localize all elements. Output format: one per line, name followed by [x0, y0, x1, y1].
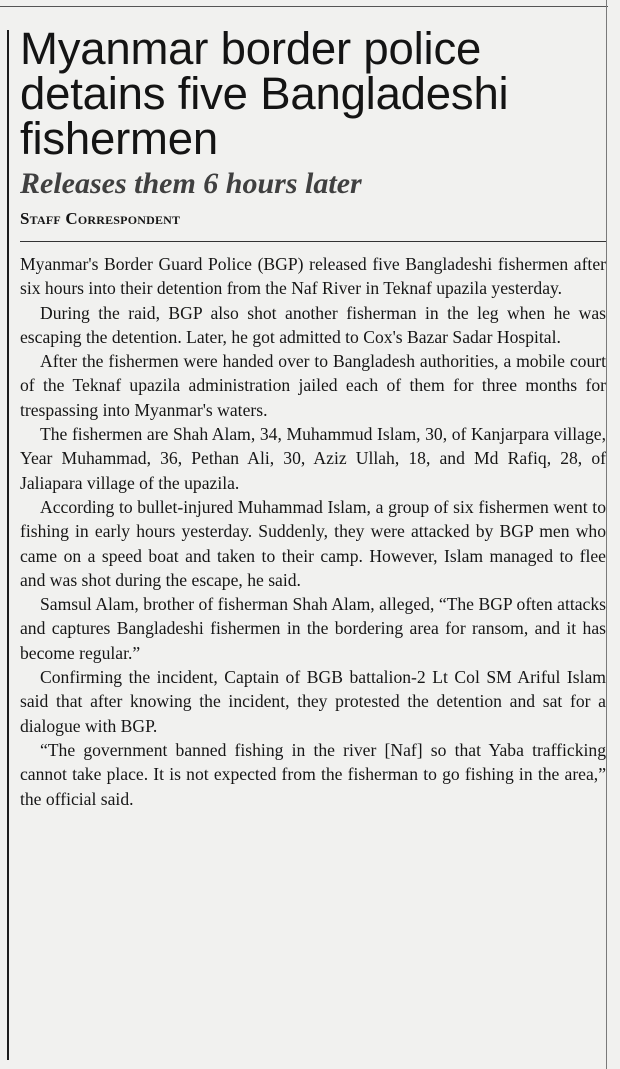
- paragraph: “The government banned fishing in the river [Naf] so that Yaba trafficking cannot take place. It is not expected from the fisherman to go fishing in the area,” the official said.: [20, 739, 606, 809]
- paragraph: Myanmar's Border Guard Police (BGP) released five Bangladeshi fishermen after six hours into their detention from the Naf River in Teknaf upazila yesterday.: [20, 254, 606, 299]
- byline: Staff Correspondent: [20, 209, 181, 228]
- paragraph: After the fishermen were handed over to Bangladesh authorities, a mobile court of the Teknaf upazila administration jailed each of them for three months for trespassing into Myanmar's waters.: [20, 351, 606, 420]
- column-rule-left: [7, 30, 9, 1060]
- article-body: [20, 252, 606, 811]
- paragraph: According to bullet-injured Muhammad Islam, a group of six fishermen went to fishing in early hours yesterday. Suddenly, they were attacked by BGP men who came on a speed boat and taken to their camp. However, Islam managed to flee and was shot during the escape, he said.: [20, 496, 606, 590]
- paragraph: Confirming the incident, Captain of BGB battalion-2 Lt Col SM Ariful Islam said that after knowing the incident, they protested the detention and sat for a dialogue with BGP.: [20, 667, 606, 736]
- article: [20, 23, 606, 811]
- column-rule-right: [606, 0, 607, 1069]
- paragraph: During the raid, BGP also shot another fisherman in the leg when he was escaping the detention. Later, he got admitted to Cox's Bazar Sadar Hospital.: [20, 302, 606, 347]
- byline-divider: [20, 241, 606, 242]
- paragraph: The fishermen are Shah Alam, 34, Muhammud Islam, 30, of Kanjarpara village, Year Muhammad, 36, Pethan Ali, 30, Aziz Ullah, 18, and Md Rafiq, 28, of Jaliapara village of the upazila.: [20, 424, 606, 493]
- paragraph: Samsul Alam, brother of fisherman Shah Alam, alleged, “The BGP often attacks and captures Bangladeshi fishermen in the bordering area for ransom, and it has become regular.”: [20, 594, 606, 663]
- top-rule: [0, 6, 608, 7]
- headline: Myanmar border police detains five Bangladeshi fishermen: [20, 23, 509, 164]
- deck-subheadline: Releases them 6 hours later: [20, 167, 362, 200]
